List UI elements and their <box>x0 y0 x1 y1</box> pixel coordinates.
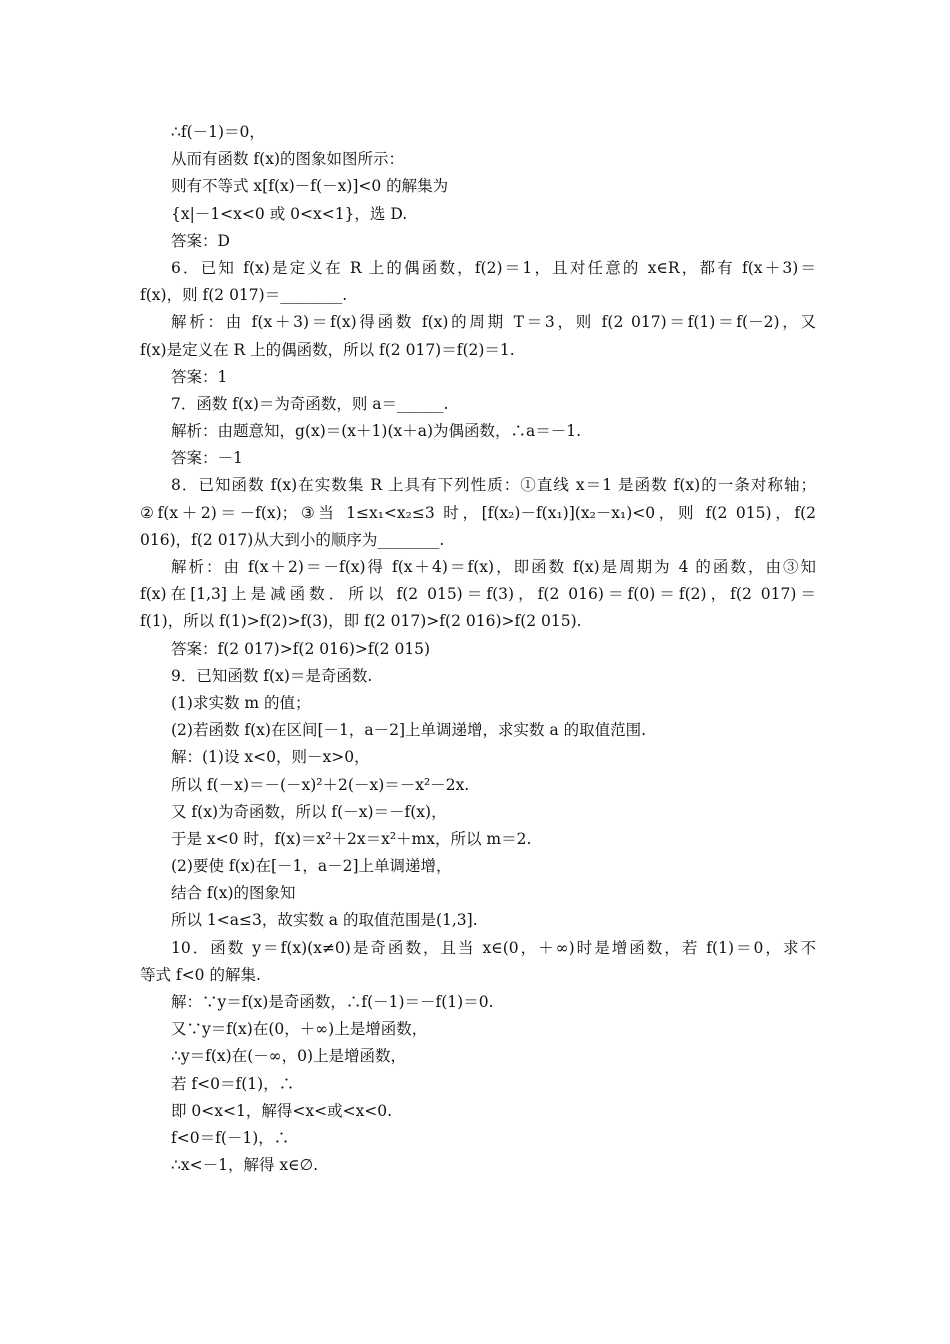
question-9: 9．已知函数 f(x)＝是奇函数. <box>171 666 373 685</box>
solution-line: ∴y＝f(x)在(－∞，0)上是增函数， <box>171 1047 407 1066</box>
solution-line: 结合 f(x)的图象知 <box>171 884 296 903</box>
solution-line: 解：(1)设 x<0，则－x>0， <box>171 748 370 767</box>
solution-line: ∴x<－1，解得 x∈∅. <box>171 1156 319 1175</box>
solution-line: f(1)，所以 f(1)>f(2)>f(3)，即 f(2 017)>f(2 016)>f(2 015). <box>140 612 582 631</box>
answer-line: 答案：f(2 017)>f(2 016)>f(2 015) <box>171 639 431 658</box>
question-9-part-1: (1)求实数 m 的值； <box>171 693 311 712</box>
text-line: 从而有函数 f(x)的图象如图所示： <box>171 150 405 169</box>
text-line: 则有不等式 x[f(x)－f(－x)]<0 的解集为 <box>171 177 449 196</box>
question-6: 6．已知 f(x)是定义在 R 上的偶函数，f(2)＝1，且对任意的 x∈R，都有 f(x＋3)＝ <box>171 258 816 277</box>
solution-line: f(x)在[1,3]上是减函数．所以 f(2 015)＝f(3)，f(2 016)＝f(0)＝f(2)，f(2 017)＝ <box>140 585 816 604</box>
solution-line: 所以 f(－x)＝－(－x)²＋2(－x)＝－x²－2x. <box>171 775 470 794</box>
solution-line: f(x)是定义在 R 上的偶函数，所以 f(2 017)＝f(2)＝1. <box>140 340 515 359</box>
solution-line: 解析：由 f(x＋3)＝f(x)得函数 f(x)的周期 T＝3，则 f(2 017)＝f(1)＝f(－2)，又 <box>171 313 816 332</box>
question-8: 8．已知函数 f(x)在实数集 R 上具有下列性质：①直线 x＝1 是函数 f(x)的一条对称轴； <box>171 476 816 495</box>
solution-line: 所以 1<a≤3，故实数 a 的取值范围是(1,3]. <box>171 911 478 930</box>
text-line: {x|－1<x<0 或 0<x<1}，选 D. <box>171 204 408 223</box>
solution-line: 又∵y＝f(x)在(0，＋∞)上是增函数， <box>171 1020 428 1039</box>
answer-line: 答案：1 <box>171 367 228 386</box>
solution-line: 于是 x<0 时，f(x)＝x²＋2x＝x²＋mx，所以 m＝2. <box>171 829 532 848</box>
solution-line: 解：∵y＝f(x)是奇函数，∴f(－1)＝－f(1)＝0. <box>171 993 494 1011</box>
question-10-cont: 等式 f<0 的解集. <box>140 965 261 984</box>
solution-line: 解析：由 f(x＋2)＝－f(x)得 f(x＋4)＝f(x)，即函数 f(x)是周期为 4 的函数，由③知 <box>171 558 816 576</box>
text-line: ∴f(－1)＝0， <box>171 123 265 141</box>
answer-line: 答案：－1 <box>171 449 243 468</box>
answer-line: 答案：D <box>171 231 230 250</box>
solution-line: f<0＝f(－1)，∴ <box>171 1128 290 1147</box>
solution-line: 又 f(x)为奇函数，所以 f(－x)＝－f(x)， <box>171 802 447 821</box>
solution-line: 解析：由题意知，g(x)＝(x＋1)(x＋a)为偶函数，∴a＝－1. <box>171 422 582 441</box>
question-8-cont: 016)，f(2 017)从大到小的顺序为________. <box>140 530 445 549</box>
question-8-cont: ②f(x＋2)＝－f(x)；③当 1≤x₁<x₂≤3 时，[f(x₂)－f(x₁)](x₂－x₁)<0，则 f(2 015)，f(2 <box>140 503 816 522</box>
question-10: 10．函数 y＝f(x)(x≠0)是奇函数，且当 x∈(0，＋∞)时是增函数，若 f(1)＝0，求不 <box>171 938 816 957</box>
question-7: 7．函数 f(x)＝为奇函数，则 a＝______. <box>171 394 449 413</box>
question-6-cont: f(x)，则 f(2 017)＝________. <box>140 286 348 305</box>
solution-line: 若 f<0＝f(1)，∴ <box>171 1074 295 1093</box>
question-9-part-2: (2)若函数 f(x)在区间[－1，a－2]上单调递增，求实数 a 的取值范围. <box>171 721 647 740</box>
solution-line: 即 0<x<1，解得<x<或<x<0. <box>171 1101 393 1120</box>
document-body <box>140 119 816 1179</box>
solution-line: (2)要使 f(x)在[－1，a－2]上单调递增， <box>171 857 452 876</box>
